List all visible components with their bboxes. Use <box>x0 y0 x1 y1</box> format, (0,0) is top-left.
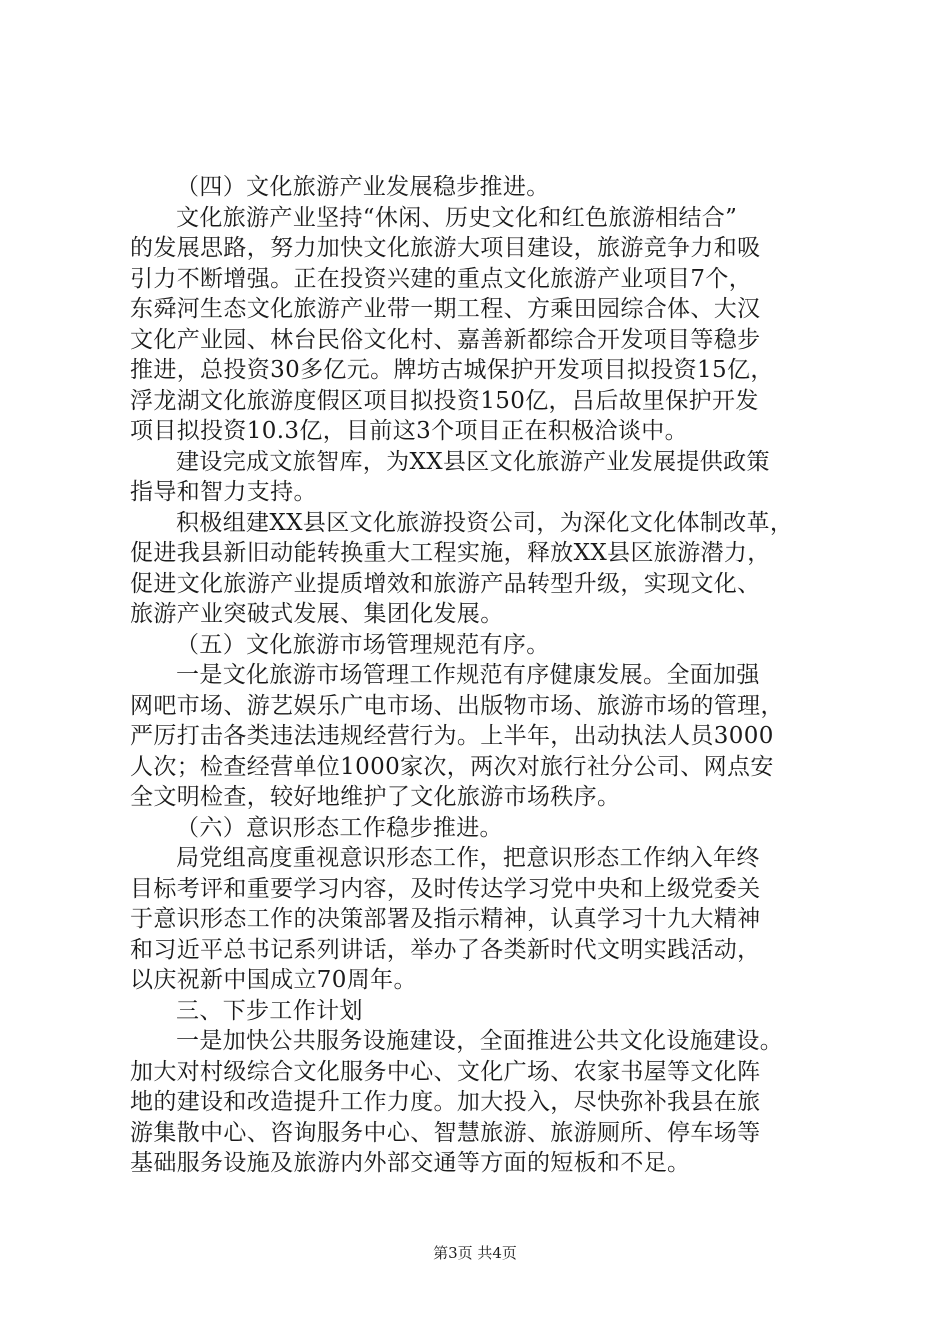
page-number-footer: 第3页 共4页 <box>433 1244 517 1262</box>
paragraph-line: 的发展思路，努力加快文化旅游大项目建设，旅游竞争力和吸 <box>130 235 761 261</box>
paragraph-line: 于意识形态工作的决策部署及指示精神，认真学习十九大精神 <box>130 906 761 932</box>
paragraph-line: 引力不断增强。正在投资兴建的重点文化旅游产业项目7个， <box>130 265 753 292</box>
paragraph-line: 促进文化旅游产业提质增效和旅游产品转型升级，实现文化、 <box>130 570 761 597</box>
paragraph-line: 促进我县新旧动能转换重大工程实施，释放XX县区旅游潜力， <box>130 540 771 566</box>
paragraph-line: 指导和智力支持。 <box>130 479 317 505</box>
section-heading-6: （六）意识形态工作稳步推进。 <box>176 814 503 841</box>
paragraph-line: 基础服务设施及旅游内外部交通等方面的短板和不足。 <box>130 1150 691 1176</box>
paragraph-line: 局党组高度重视意识形态工作，把意识形态工作纳入年终 <box>176 845 760 871</box>
section-heading-4: （四）文化旅游产业发展稳步推进。 <box>176 174 550 200</box>
paragraph-line: 建设完成文旅智库，为XX县区文化旅游产业发展提供政策 <box>176 448 770 475</box>
document-body <box>130 172 830 1179</box>
paragraph-line: 以庆祝新中国成立70周年。 <box>130 967 417 993</box>
paragraph-line: 严厉打击各类违法违规经营行为。上半年，出动执法人员3000 <box>130 723 774 749</box>
paragraph-line: 地的建设和改造提升工作力度。加大投入，尽快弥补我县在旅 <box>130 1089 761 1115</box>
paragraph-line: 一是文化旅游市场管理工作规范有序健康发展。全面加强 <box>176 662 760 688</box>
paragraph-line: 一是加快公共服务设施建设，全面推进公共文化设施建设。 <box>176 1028 784 1054</box>
paragraph-line: 人次；检查经营单位1000家次，两次对旅行社分公司、网点安 <box>130 753 774 780</box>
paragraph-line: 文化旅游产业坚持“休闲、历史文化和红色旅游相结合” <box>176 204 738 231</box>
section-heading-5: （五）文化旅游市场管理规范有序。 <box>176 631 550 658</box>
paragraph-line: 浮龙湖文化旅游度假区项目拟投资150亿，吕后故里保护开发 <box>130 387 759 414</box>
paragraph-line: 游集散中心、咨询服务中心、智慧旅游、旅游厕所、停车场等 <box>130 1119 761 1146</box>
paragraph-line: 项目拟投资10.3亿，目前这3个项目正在积极洽谈中。 <box>130 418 688 444</box>
paragraph-line: 旅游产业突破式发展、集团化发展。 <box>130 601 504 627</box>
paragraph-line: 和习近平总书记系列讲话，举办了各类新时代文明实践活动， <box>130 936 761 963</box>
paragraph-line: 网吧市场、游艺娱乐广电市场、出版物市场、旅游市场的管理， <box>130 692 784 719</box>
paragraph-line: 推进，总投资30多亿元。牌坊古城保护开发项目拟投资15亿， <box>130 357 774 383</box>
paragraph-line: 目标考评和重要学习内容，及时传达学习党中央和上级党委关 <box>130 875 761 902</box>
paragraph-line: 文化产业园、林台民俗文化村、嘉善新都综合开发项目等稳步 <box>130 326 761 353</box>
paragraph-line: 加大对村级综合文化服务中心、文化广场、农家书屋等文化阵 <box>130 1058 761 1085</box>
paragraph-line: 全文明检查，较好地维护了文化旅游市场秩序。 <box>130 784 621 810</box>
section-heading-plan: 三、下步工作计划 <box>176 997 363 1024</box>
paragraph-line: 积极组建XX县区文化旅游投资公司，为深化文化体制改革， <box>176 509 794 536</box>
paragraph-line: 东舜河生态文化旅游产业带一期工程、方乘田园综合体、大汉 <box>130 296 761 322</box>
